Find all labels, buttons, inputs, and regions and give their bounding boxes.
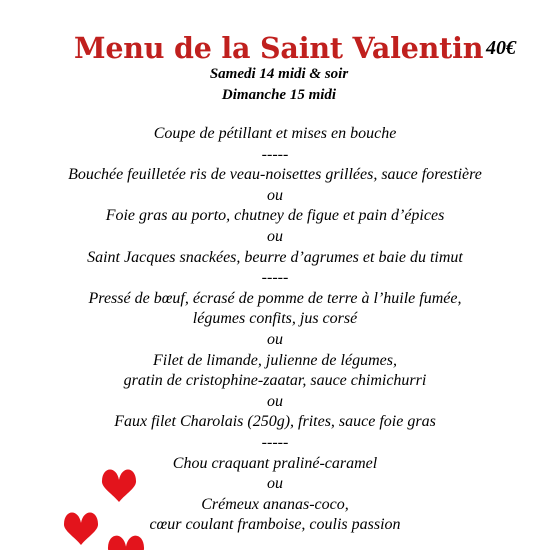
date-line: Samedi 14 midi & soir bbox=[209, 66, 349, 82]
menu-line: ou bbox=[267, 227, 283, 245]
course-separator: ----- bbox=[261, 145, 289, 163]
heart-icon bbox=[108, 536, 144, 550]
menu-line: cœur coulant framboise, coulis passion bbox=[149, 516, 401, 534]
menu-line: ou bbox=[267, 330, 283, 348]
menu-line: Faux filet Charolais (250g), frites, sauce foie gras bbox=[114, 413, 436, 431]
title-row bbox=[0, 28, 550, 68]
date-line: Dimanche 15 midi bbox=[221, 87, 337, 103]
menu-line: Crémeux ananas-coco, bbox=[201, 495, 349, 513]
menu-line: Chou craquant praliné-caramel bbox=[172, 454, 378, 472]
menu-list bbox=[0, 124, 550, 536]
menu-line: Bouchée feuilletée ris de veau-noisettes grillées, sauce forestière bbox=[68, 166, 482, 184]
menu-line: Coupe de pétillant et mises en bouche bbox=[153, 125, 397, 142]
menu-line: ou bbox=[267, 475, 283, 493]
course-separator: ----- bbox=[261, 269, 289, 287]
page-title: Menu de la Saint Valentin bbox=[74, 31, 484, 65]
menu-line: gratin de cristophine-zaatar, sauce chimichurri bbox=[123, 372, 427, 390]
menu-line: Saint Jacques snackées, beurre d’agrumes et baie du timut bbox=[87, 248, 463, 266]
menu-line: Foie gras au porto, chutney de figue et pain d’épices bbox=[105, 207, 445, 225]
menu-price: 40€ bbox=[486, 37, 516, 59]
menu-line: ou bbox=[267, 392, 283, 410]
menu-line: Pressé de bœuf, écrasé de pomme de terre à l’huile fumée, bbox=[88, 289, 462, 307]
heart-shape bbox=[108, 536, 144, 550]
course-separator: ----- bbox=[261, 433, 289, 451]
menu-line: ou bbox=[267, 186, 283, 204]
menu-line: Filet de limande, julienne de légumes, bbox=[153, 351, 397, 369]
menu-line: légumes confits, jus corsé bbox=[192, 310, 358, 328]
service-dates bbox=[0, 64, 550, 106]
